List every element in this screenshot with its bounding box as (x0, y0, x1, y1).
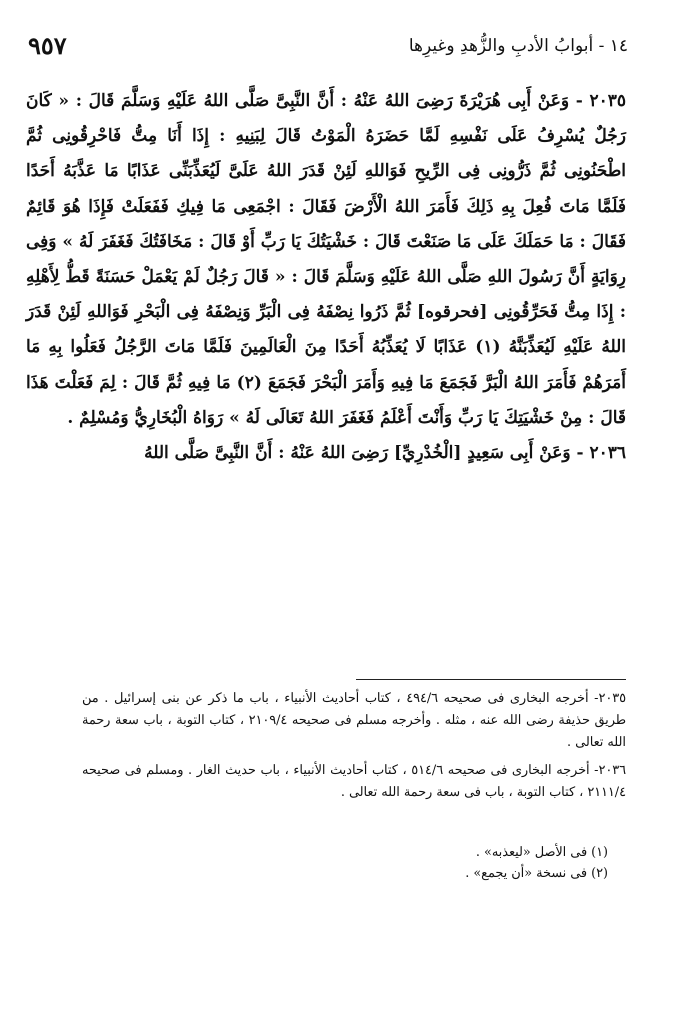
note-2: (٢) فى نسخة «أن يجمع» . (465, 866, 608, 881)
hadith-2035 (26, 84, 626, 436)
hadith-number: ٢٠٣٦ (589, 443, 626, 464)
source-footnotes (82, 688, 626, 810)
footnote-2035: ٢٠٣٥- أخرجه البخارى فى صحيحه ٤٩٤/٦ ، كتاب أحاديث الأنبياء ، باب ما ذكر عن بنى إسرائيل . من طريق حذيفة رضى الله عنه ، مثله . وأخرجه مسلم فى صحيحه ٢١٠٩/٤ ، كتاب التوبة ، باب سعة رحمة الله تعالى . (82, 691, 626, 750)
variant-notes (82, 842, 608, 884)
footnote-2036: ٢٠٣٦- أخرجه البخارى فى صحيحه ٥١٤/٦ ، كتاب أحاديث الأنبياء ، باب حديث الغار . ومسلم فى صحيحه ٢١١١/٤ ، كتاب التوبة ، باب فى سعة رحمة الله تعالى . (82, 763, 627, 800)
page-header (28, 30, 628, 62)
hadith-text: - وَعَنْ أَبِى سَعِيدٍ [الْخُدْرِيِّ] رَضِىَ اللهُ عَنْهُ : أَنَّ النَّبِىَّ صَلَّى اللهُ (144, 443, 584, 464)
footnote-divider (356, 679, 626, 680)
note-1: (١) فى الأصل «ليعذبه» . (475, 845, 608, 860)
hadith-text: - وَعَنْ أَبِى هُرَيْرَةَ رَضِىَ اللهُ عَنْهُ : أَنَّ النَّبِىَّ صَلَّى اللهُ عَلَيْهِ وَسَلَّمَ قَالَ : « كَانَ رَجُلٌ يُسْرِفُ عَلَى نَفْسِهِ لَمَّا حَضَرَهُ الْمَوْتُ قَالَ لِبَنِيهِ : إِذَا أَنَا مِتُّ فَاحْرِقُونِى ثُمَّ اطْحَنُونِى ثُمَّ ذَرُّونِى فِى الرِّيحِ فَوَاللهِ لَئِنْ قَدَرَ اللهُ عَلَىَّ لَيُعَذِّبَنِّى عَذَابًا مَا عَذَّبَهُ أَحَدًا فَلَمَّا مَاتَ فُعِلَ بِهِ ذَلِكَ فَأَمَرَ اللهُ الْأَرْضَ فَقَالَ : اجْمَعِى مَا فِيكِ فَفَعَلَتْ فَإِذَا هُوَ قَائِمٌ فَقَالَ : مَا حَمَلَكَ عَلَى مَا صَنَعْتَ قَالَ : خَشْيَتُكَ يَا رَبِّ أَوْ قَالَ : مَخَافَتُكَ فَغَفَرَ لَهُ » وَفِى رِوَايَةٍ أَنَّ رَسُولَ اللهِ صَلَّى اللهُ عَلَيْهِ وَسَلَّمَ قَالَ : « قَالَ رَجُلٌ لَمْ يَعْمَلْ حَسَنَةً قَطُّ لِأَهْلِهِ : إِذَا مِتُّ فَحَرِّقُونِى [فحرقوه] ثُمَّ ذَرُوا نِصْفَهُ فِى الْبَرِّ وَنِصْفَهُ فِى الْبَحْرِ فَوَاللهِ لَئِنْ قَدَرَ اللهُ عَلَيْهِ لَيُعَذِّبَنَّهُ (١) عَذَابًا لَا يُعَذِّبُهُ أَحَدًا مِنَ الْعَالَمِينَ فَلَمَّا مَاتَ الرَّجُلُ فَعَلُوا بِهِ مَا أَمَرَهُمْ فَأَمَرَ اللهُ الْبَرَّ فَجَمَعَ مَا فِيهِ وَأَمَرَ الْبَحْرَ فَجَمَعَ (٢) مَا فِيهِ ثُمَّ قَالَ : لِمَ فَعَلْتَ هَذَا قَالَ : مِنْ خَشْيَتِكَ يَا رَبِّ وَأَنْتَ أَعْلَمُ فَغَفَرَ اللهُ تَعَالَى لَهُ » رَوَاهُ الْبُخَارِيُّ وَمُسْلِمٌ . (25, 91, 627, 428)
running-title: ١٤ - أبوابُ الأدبِ والزُّهدِ وغيرِها (408, 36, 628, 56)
hadith-2036 (26, 436, 626, 471)
page-number: ٩٥٧ (28, 31, 67, 60)
hadith-number: ٢٠٣٥ (589, 91, 627, 111)
main-text (26, 84, 626, 471)
